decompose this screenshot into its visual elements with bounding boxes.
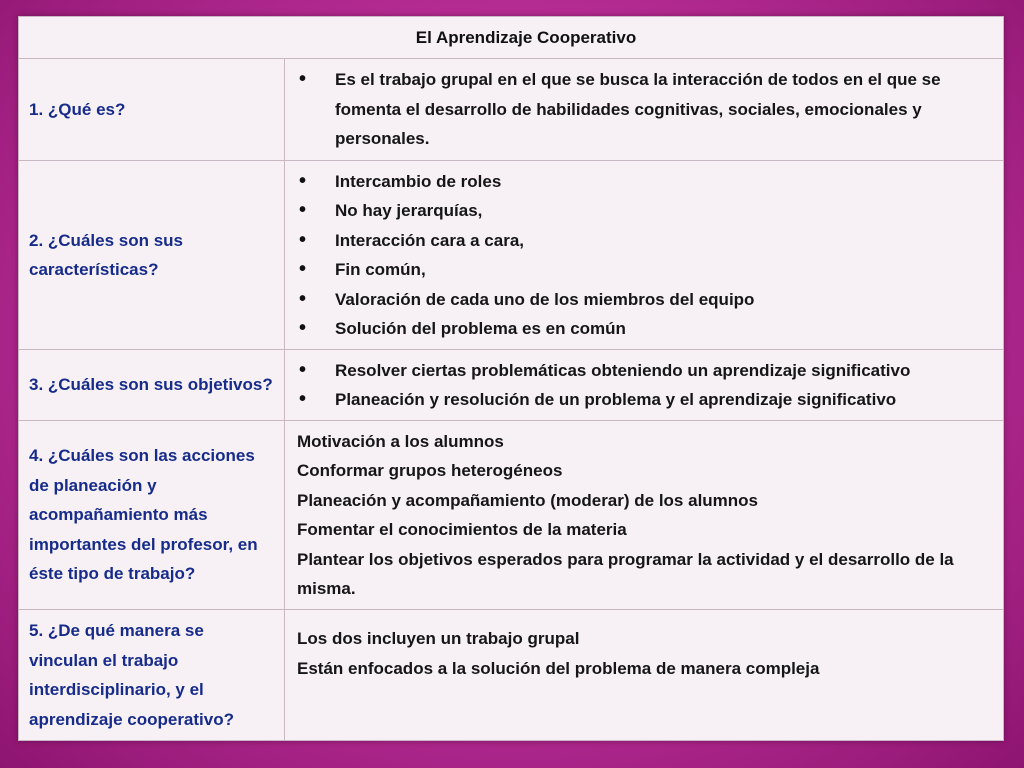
bullet-list (297, 167, 993, 344)
list-item: Fomentar el conocimientos de la materia (297, 520, 627, 539)
list-item: • Planeación y resolución de un problema y el aprendizaje significativo (297, 385, 993, 415)
list-item: • Solución del problema es en común (297, 314, 993, 344)
list-item: Motivación a los alumnos (297, 431, 504, 451)
bullet-list (297, 356, 993, 415)
list-item: • Resolver ciertas problemáticas obteniendo un aprendizaje significativo (297, 356, 993, 386)
list-item: • Es el trabajo grupal en el que se busca la interacción de todos en el que se fomenta el desarrollo de habilidades cognitivas, sociales, emocionales y personales. (297, 65, 993, 154)
question-cell: 2. ¿Cuáles son sus características? (19, 161, 285, 350)
table-row (19, 350, 1004, 421)
list-item: Conformar grupos heterogéneos (297, 461, 563, 480)
table-row (19, 421, 1004, 610)
answer-cell (285, 610, 1004, 741)
list-item: • Intercambio de roles (297, 167, 993, 197)
cooperative-learning-table (18, 16, 1004, 741)
list-item: Están enfocados a la solución del problema de manera compleja (297, 658, 820, 678)
list-item: Los dos incluyen un trabajo grupal (297, 629, 580, 648)
answer-cell (285, 59, 1004, 161)
list-item: • Fin común, (297, 255, 993, 285)
list-item: • No hay jerarquías, (297, 196, 993, 226)
list-item: • Valoración de cada uno de los miembros del equipo (297, 285, 993, 315)
list-item: Plantear los objetivos esperados para programar la actividad y el desarrollo de la misma. (297, 549, 954, 598)
table-row (19, 59, 1004, 161)
question-cell: 4. ¿Cuáles son las acciones de planeación y acompañamiento más importantes del profesor, en éste tipo de trabajo? (19, 421, 285, 610)
answer-cell (285, 421, 1004, 610)
question-cell: 5. ¿De qué manera se vinculan el trabajo interdisciplinario, y el aprendizaje cooperativo? (19, 610, 285, 741)
table-title-row (19, 17, 1004, 59)
question-cell: 3. ¿Cuáles son sus objetivos? (19, 350, 285, 421)
list-item: • Interacción cara a cara, (297, 226, 993, 256)
table-row (19, 161, 1004, 350)
table-title: El Aprendizaje Cooperativo (19, 17, 1004, 59)
list-item: Planeación y acompañamiento (moderar) de los alumnos (297, 490, 759, 510)
question-cell: 1. ¿Qué es? (19, 59, 285, 161)
table-row (19, 610, 1004, 741)
answer-cell (285, 161, 1004, 350)
bullet-list (297, 65, 993, 154)
answer-cell (285, 350, 1004, 421)
